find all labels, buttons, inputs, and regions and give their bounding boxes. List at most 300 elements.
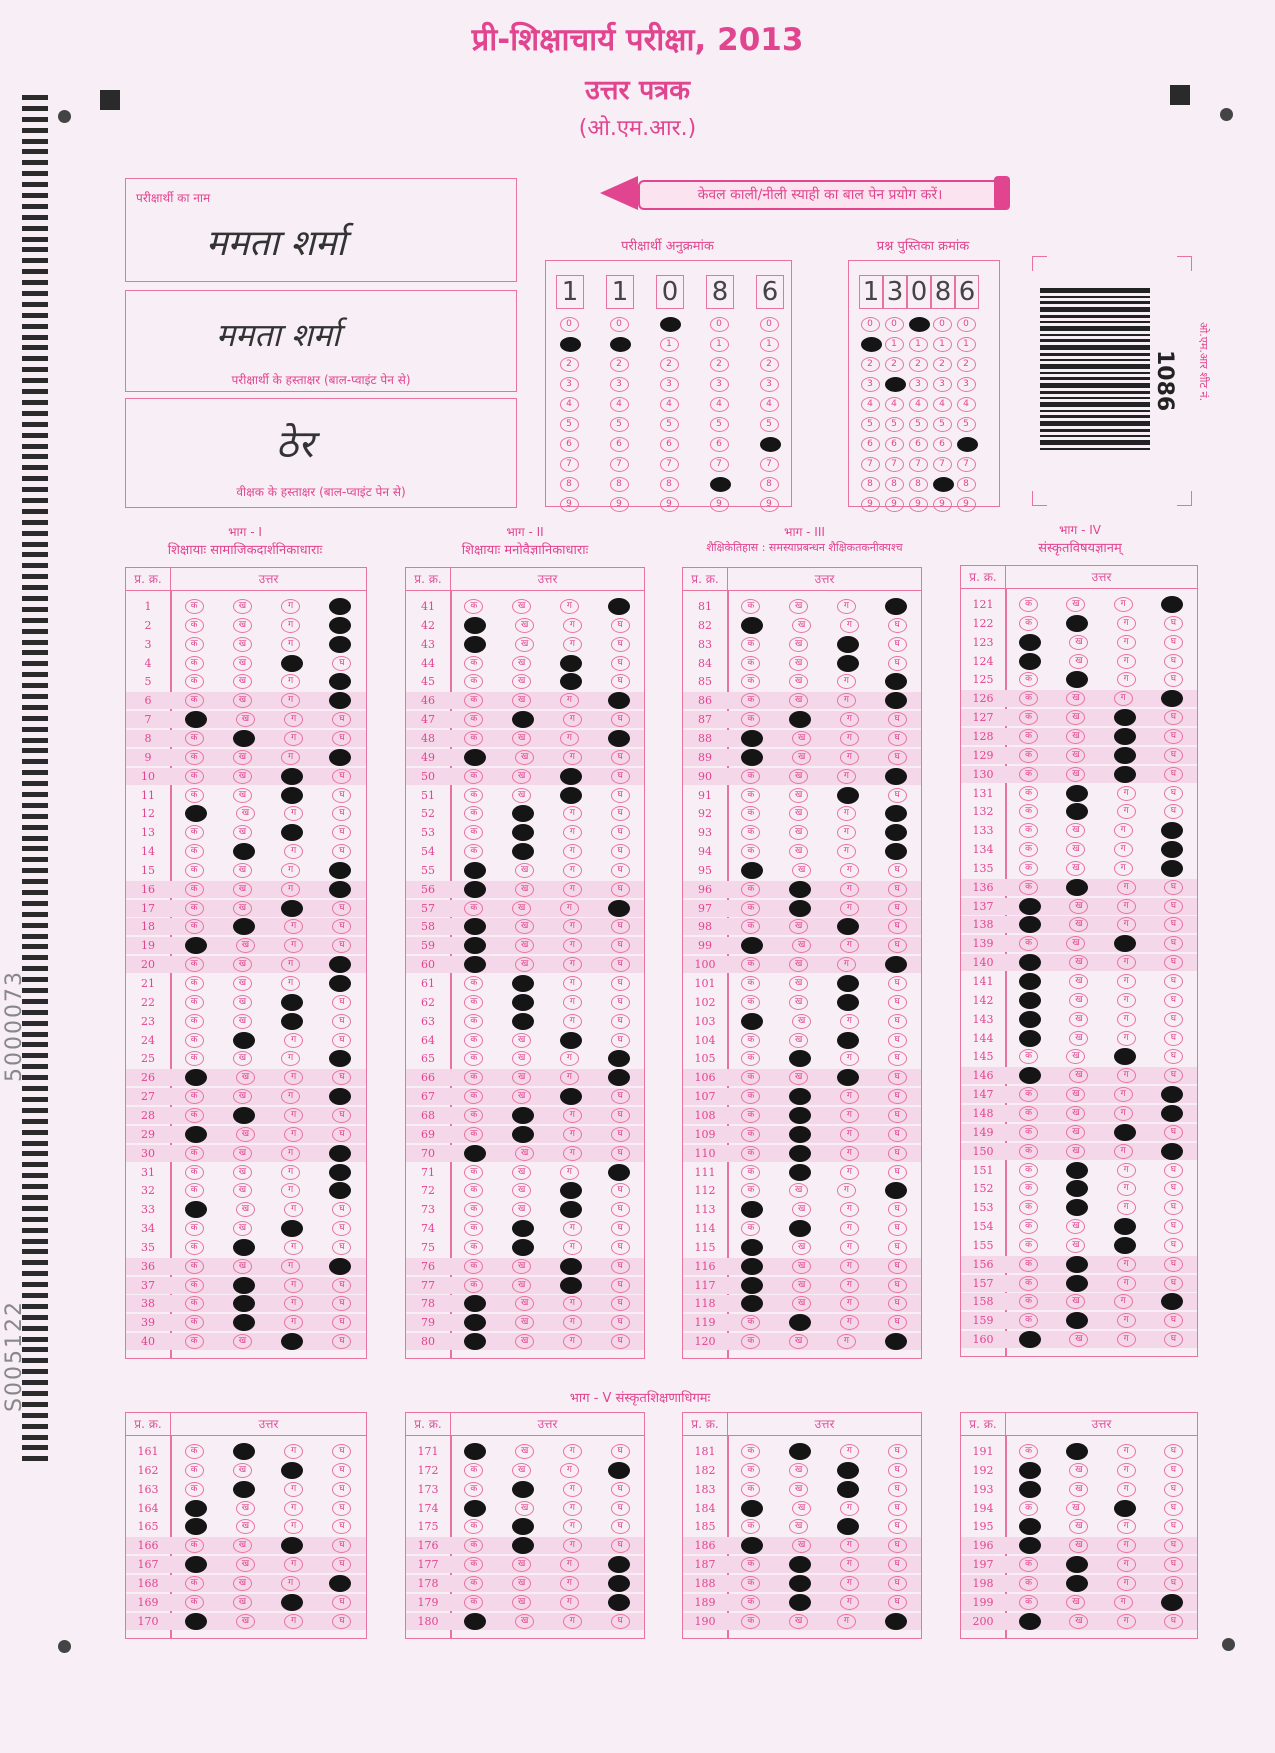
bubble[interactable]: 2 bbox=[909, 357, 928, 372]
bubble[interactable]: घ bbox=[332, 901, 351, 916]
bubble[interactable]: 5 bbox=[933, 417, 952, 432]
bubble[interactable]: ग bbox=[837, 957, 856, 972]
bubble[interactable]: क bbox=[1019, 1313, 1038, 1328]
bubble[interactable]: ग bbox=[563, 1296, 582, 1311]
bubble[interactable]: घ bbox=[888, 750, 907, 765]
bubble[interactable]: ग bbox=[1114, 1106, 1133, 1121]
filled-bubble[interactable] bbox=[1019, 1613, 1041, 1630]
filled-bubble[interactable] bbox=[837, 787, 859, 804]
bubble[interactable]: घ bbox=[888, 1089, 907, 1104]
bubble[interactable]: क bbox=[741, 1334, 760, 1349]
filled-bubble[interactable] bbox=[789, 1145, 811, 1162]
filled-bubble[interactable] bbox=[464, 1333, 486, 1350]
bubble[interactable]: ग bbox=[560, 599, 579, 614]
filled-bubble[interactable] bbox=[560, 768, 582, 785]
bubble[interactable]: क bbox=[185, 901, 204, 916]
bubble[interactable]: घ bbox=[1164, 1200, 1183, 1215]
bubble[interactable]: ग bbox=[284, 1614, 303, 1629]
filled-bubble[interactable] bbox=[233, 1107, 255, 1124]
bubble[interactable]: ख bbox=[789, 919, 808, 934]
bubble[interactable]: ग bbox=[840, 1315, 859, 1330]
bubble[interactable]: क bbox=[741, 1614, 760, 1629]
bubble[interactable]: ग bbox=[840, 1538, 859, 1553]
bubble[interactable]: क bbox=[1019, 1181, 1038, 1196]
filled-bubble[interactable] bbox=[1114, 1500, 1136, 1517]
filled-bubble[interactable] bbox=[329, 1050, 351, 1067]
bubble[interactable]: ख bbox=[515, 750, 534, 765]
bubble[interactable]: क bbox=[741, 1146, 760, 1161]
bubble[interactable]: घ bbox=[1164, 1463, 1183, 1478]
bubble[interactable]: 4 bbox=[610, 397, 629, 412]
filled-bubble[interactable] bbox=[233, 843, 255, 860]
bubble[interactable]: घ bbox=[611, 1278, 630, 1293]
bubble[interactable]: 3 bbox=[660, 377, 679, 392]
filled-bubble[interactable] bbox=[789, 1556, 811, 1573]
bubble[interactable]: ख bbox=[236, 1070, 255, 1085]
filled-bubble[interactable] bbox=[909, 317, 930, 332]
bubble[interactable]: घ bbox=[888, 1259, 907, 1274]
bubble[interactable]: घ bbox=[1164, 1238, 1183, 1253]
bubble[interactable]: 3 bbox=[760, 377, 779, 392]
bubble[interactable]: क bbox=[185, 1278, 204, 1293]
bubble[interactable]: क bbox=[741, 1315, 760, 1330]
bubble[interactable]: 4 bbox=[957, 397, 976, 412]
bubble[interactable]: ख bbox=[512, 693, 531, 708]
bubble[interactable]: घ bbox=[888, 1278, 907, 1293]
bubble[interactable]: क bbox=[185, 1165, 204, 1180]
bubble[interactable]: ग bbox=[281, 976, 300, 991]
filled-bubble[interactable] bbox=[1114, 1048, 1136, 1065]
bubble[interactable]: 9 bbox=[933, 497, 952, 512]
bubble[interactable]: 9 bbox=[957, 497, 976, 512]
bubble[interactable]: ग bbox=[563, 1240, 582, 1255]
bubble[interactable]: ग bbox=[1117, 804, 1136, 819]
filled-bubble[interactable] bbox=[560, 1032, 582, 1049]
bubble[interactable]: घ bbox=[1164, 1614, 1183, 1629]
filled-bubble[interactable] bbox=[741, 862, 763, 879]
bubble[interactable]: क bbox=[464, 1519, 483, 1534]
bubble[interactable]: 3 bbox=[933, 377, 952, 392]
bubble[interactable]: ग bbox=[284, 1278, 303, 1293]
filled-bubble[interactable] bbox=[885, 1333, 907, 1350]
filled-bubble[interactable] bbox=[837, 1518, 859, 1535]
filled-bubble[interactable] bbox=[1019, 1518, 1041, 1535]
bubble[interactable]: ग bbox=[563, 1614, 582, 1629]
filled-bubble[interactable] bbox=[464, 1145, 486, 1162]
bubble[interactable]: ग bbox=[281, 1165, 300, 1180]
bubble[interactable]: 6 bbox=[885, 437, 904, 452]
bubble[interactable]: ख bbox=[512, 599, 531, 614]
bubble[interactable]: 8 bbox=[610, 477, 629, 492]
bubble[interactable]: ग bbox=[284, 806, 303, 821]
bubble[interactable]: ग bbox=[284, 712, 303, 727]
filled-bubble[interactable] bbox=[789, 881, 811, 898]
bubble[interactable]: क bbox=[185, 1146, 204, 1161]
bubble[interactable]: घ bbox=[888, 1595, 907, 1610]
bubble[interactable]: क bbox=[464, 806, 483, 821]
bubble[interactable]: ग bbox=[1114, 691, 1133, 706]
bubble[interactable]: क bbox=[741, 1482, 760, 1497]
bubble[interactable]: क bbox=[185, 1259, 204, 1274]
bubble[interactable]: घ bbox=[332, 1240, 351, 1255]
bubble[interactable]: ग bbox=[563, 1127, 582, 1142]
bubble[interactable]: क bbox=[464, 1240, 483, 1255]
bubble[interactable]: 3 bbox=[710, 377, 729, 392]
bubble[interactable]: क bbox=[1019, 1049, 1038, 1064]
bubble[interactable]: ख bbox=[792, 938, 811, 953]
bubble[interactable]: 1 bbox=[933, 337, 952, 352]
bubble[interactable]: क bbox=[464, 1033, 483, 1048]
bubble[interactable]: ग bbox=[563, 712, 582, 727]
bubble[interactable]: घ bbox=[1164, 1557, 1183, 1572]
bubble[interactable]: ग bbox=[1117, 1031, 1136, 1046]
filled-bubble[interactable] bbox=[608, 1050, 630, 1067]
filled-bubble[interactable] bbox=[464, 617, 486, 634]
bubble[interactable]: ग bbox=[837, 806, 856, 821]
bubble[interactable]: ख bbox=[236, 712, 255, 727]
bubble[interactable]: घ bbox=[611, 1240, 630, 1255]
filled-bubble[interactable] bbox=[512, 1107, 534, 1124]
bubble[interactable]: ग bbox=[560, 901, 579, 916]
bubble[interactable]: क bbox=[464, 901, 483, 916]
bubble[interactable]: ग bbox=[1117, 899, 1136, 914]
bubble[interactable]: घ bbox=[1164, 748, 1183, 763]
bubble[interactable]: घ bbox=[1164, 899, 1183, 914]
bubble[interactable]: घ bbox=[611, 1614, 630, 1629]
bubble[interactable]: क bbox=[464, 1089, 483, 1104]
bubble[interactable]: 4 bbox=[885, 397, 904, 412]
bubble[interactable]: घ bbox=[332, 806, 351, 821]
filled-bubble[interactable] bbox=[512, 1220, 534, 1237]
bubble[interactable]: 6 bbox=[710, 437, 729, 452]
filled-bubble[interactable] bbox=[957, 437, 978, 452]
bubble[interactable]: क bbox=[185, 769, 204, 784]
bubble[interactable]: 1 bbox=[760, 337, 779, 352]
filled-bubble[interactable] bbox=[885, 673, 907, 690]
bubble[interactable]: क bbox=[741, 1070, 760, 1085]
bubble[interactable]: घ bbox=[1164, 955, 1183, 970]
bubble[interactable]: क bbox=[464, 1014, 483, 1029]
bubble[interactable]: क bbox=[185, 750, 204, 765]
bubble[interactable]: घ bbox=[1164, 729, 1183, 744]
filled-bubble[interactable] bbox=[512, 843, 534, 860]
bubble[interactable]: क bbox=[464, 1557, 483, 1572]
bubble[interactable]: घ bbox=[332, 1108, 351, 1123]
bubble[interactable]: घ bbox=[1164, 1482, 1183, 1497]
bubble[interactable]: ख bbox=[789, 1519, 808, 1534]
bubble[interactable]: क bbox=[741, 693, 760, 708]
filled-bubble[interactable] bbox=[1114, 1237, 1136, 1254]
bubble[interactable]: घ bbox=[888, 1538, 907, 1553]
filled-bubble[interactable] bbox=[512, 975, 534, 992]
bubble[interactable]: घ bbox=[1164, 1125, 1183, 1140]
filled-bubble[interactable] bbox=[1066, 803, 1088, 820]
bubble[interactable]: ग bbox=[563, 863, 582, 878]
bubble[interactable]: ख bbox=[233, 825, 252, 840]
bubble[interactable]: घ bbox=[888, 712, 907, 727]
bubble[interactable]: ख bbox=[1066, 1595, 1085, 1610]
bubble[interactable]: घ bbox=[332, 712, 351, 727]
bubble[interactable]: घ bbox=[332, 1519, 351, 1534]
bubble[interactable]: घ bbox=[611, 656, 630, 671]
bubble[interactable]: ख bbox=[515, 1296, 534, 1311]
filled-bubble[interactable] bbox=[560, 337, 581, 352]
bubble[interactable]: ग bbox=[840, 1595, 859, 1610]
bubble[interactable]: घ bbox=[332, 1014, 351, 1029]
bubble[interactable]: घ bbox=[611, 750, 630, 765]
bubble[interactable]: घ bbox=[1164, 1163, 1183, 1178]
bubble[interactable]: 5 bbox=[885, 417, 904, 432]
bubble[interactable]: घ bbox=[1164, 672, 1183, 687]
bubble[interactable]: क bbox=[1019, 1501, 1038, 1516]
bubble[interactable]: ख bbox=[236, 1501, 255, 1516]
bubble[interactable]: ग bbox=[840, 1259, 859, 1274]
bubble[interactable]: क bbox=[1019, 1144, 1038, 1159]
bubble[interactable]: ग bbox=[1117, 654, 1136, 669]
bubble[interactable]: ख bbox=[1069, 974, 1088, 989]
bubble[interactable]: घ bbox=[332, 731, 351, 746]
bubble[interactable]: घ bbox=[332, 1315, 351, 1330]
bubble[interactable]: 6 bbox=[610, 437, 629, 452]
bubble[interactable]: ख bbox=[515, 919, 534, 934]
bubble[interactable]: ख bbox=[515, 637, 534, 652]
bubble[interactable]: 7 bbox=[660, 457, 679, 472]
bubble[interactable]: ख bbox=[233, 1538, 252, 1553]
bubble[interactable]: ग bbox=[284, 1501, 303, 1516]
filled-bubble[interactable] bbox=[329, 617, 351, 634]
bubble[interactable]: घ bbox=[611, 976, 630, 991]
bubble[interactable]: ख bbox=[789, 806, 808, 821]
filled-bubble[interactable] bbox=[560, 673, 582, 690]
bubble[interactable]: घ bbox=[611, 1183, 630, 1198]
bubble[interactable]: घ bbox=[888, 1501, 907, 1516]
bubble[interactable]: ग bbox=[840, 1202, 859, 1217]
filled-bubble[interactable] bbox=[1019, 973, 1041, 990]
filled-bubble[interactable] bbox=[1066, 1275, 1088, 1292]
bubble[interactable]: घ bbox=[611, 1089, 630, 1104]
filled-bubble[interactable] bbox=[233, 1443, 255, 1460]
bubble[interactable]: घ bbox=[611, 618, 630, 633]
bubble[interactable]: ग bbox=[284, 1482, 303, 1497]
bubble[interactable]: घ bbox=[888, 1240, 907, 1255]
bubble[interactable]: ख bbox=[1066, 1501, 1085, 1516]
bubble[interactable]: घ bbox=[888, 1127, 907, 1142]
bubble[interactable]: क bbox=[464, 1278, 483, 1293]
bubble[interactable]: घ bbox=[1164, 1313, 1183, 1328]
filled-bubble[interactable] bbox=[861, 337, 882, 352]
bubble[interactable]: घ bbox=[611, 1334, 630, 1349]
bubble[interactable]: क bbox=[741, 1089, 760, 1104]
bubble[interactable]: क bbox=[1019, 597, 1038, 612]
bubble[interactable]: ग bbox=[1117, 974, 1136, 989]
bubble[interactable]: ग bbox=[281, 1146, 300, 1161]
bubble[interactable]: घ bbox=[888, 938, 907, 953]
filled-bubble[interactable] bbox=[281, 768, 303, 785]
filled-bubble[interactable] bbox=[281, 1594, 303, 1611]
bubble[interactable]: ग bbox=[1117, 1012, 1136, 1027]
bubble[interactable]: क bbox=[1019, 1276, 1038, 1291]
filled-bubble[interactable] bbox=[560, 655, 582, 672]
bubble[interactable]: ख bbox=[789, 1463, 808, 1478]
bubble[interactable]: क bbox=[1019, 1125, 1038, 1140]
bubble[interactable]: ख bbox=[233, 769, 252, 784]
bubble[interactable]: ग bbox=[1114, 1144, 1133, 1159]
filled-bubble[interactable] bbox=[789, 1126, 811, 1143]
bubble[interactable]: घ bbox=[332, 1334, 351, 1349]
bubble[interactable]: क bbox=[185, 1463, 204, 1478]
filled-bubble[interactable] bbox=[1114, 709, 1136, 726]
bubble[interactable]: ख bbox=[1066, 1087, 1085, 1102]
bubble[interactable]: 9 bbox=[760, 497, 779, 512]
filled-bubble[interactable] bbox=[789, 1314, 811, 1331]
bubble[interactable]: घ bbox=[1164, 654, 1183, 669]
bubble[interactable]: ख bbox=[236, 1202, 255, 1217]
bubble[interactable]: ग bbox=[560, 1070, 579, 1085]
bubble[interactable]: ख bbox=[1069, 993, 1088, 1008]
bubble[interactable]: घ bbox=[888, 656, 907, 671]
bubble[interactable]: ग bbox=[560, 693, 579, 708]
bubble[interactable]: घ bbox=[888, 1444, 907, 1459]
bubble[interactable]: ग bbox=[281, 750, 300, 765]
bubble[interactable]: क bbox=[185, 825, 204, 840]
filled-bubble[interactable] bbox=[281, 1220, 303, 1237]
bubble[interactable]: क bbox=[185, 1296, 204, 1311]
filled-bubble[interactable] bbox=[281, 1333, 303, 1350]
bubble[interactable]: क bbox=[1019, 1444, 1038, 1459]
bubble[interactable]: क bbox=[1019, 880, 1038, 895]
bubble[interactable]: क bbox=[464, 731, 483, 746]
bubble[interactable]: घ bbox=[1164, 616, 1183, 631]
bubble[interactable]: ख bbox=[512, 1033, 531, 1048]
bubble[interactable]: 3 bbox=[560, 377, 579, 392]
bubble[interactable]: क bbox=[464, 1576, 483, 1591]
bubble[interactable]: घ bbox=[611, 674, 630, 689]
bubble[interactable]: घ bbox=[332, 919, 351, 934]
bubble[interactable]: ख bbox=[1066, 823, 1085, 838]
bubble[interactable]: क bbox=[741, 1463, 760, 1478]
bubble[interactable]: 5 bbox=[957, 417, 976, 432]
filled-bubble[interactable] bbox=[1066, 1443, 1088, 1460]
bubble[interactable]: ख bbox=[512, 1165, 531, 1180]
bubble[interactable]: ख bbox=[236, 1614, 255, 1629]
bubble[interactable]: घ bbox=[888, 901, 907, 916]
bubble[interactable]: ख bbox=[233, 1576, 252, 1591]
bubble[interactable]: क bbox=[464, 599, 483, 614]
filled-bubble[interactable] bbox=[1066, 615, 1088, 632]
bubble[interactable]: ग bbox=[563, 1482, 582, 1497]
bubble[interactable]: घ bbox=[888, 1463, 907, 1478]
bubble[interactable]: ख bbox=[1066, 1144, 1085, 1159]
bubble[interactable]: घ bbox=[611, 1127, 630, 1142]
bubble[interactable]: 7 bbox=[861, 457, 880, 472]
filled-bubble[interactable] bbox=[608, 598, 630, 615]
bubble[interactable]: क bbox=[185, 1183, 204, 1198]
filled-bubble[interactable] bbox=[1066, 1575, 1088, 1592]
bubble[interactable]: घ bbox=[332, 825, 351, 840]
filled-bubble[interactable] bbox=[789, 1220, 811, 1237]
bubble[interactable]: ख bbox=[512, 1557, 531, 1572]
bubble[interactable]: घ bbox=[888, 1146, 907, 1161]
bubble[interactable]: ग bbox=[837, 674, 856, 689]
bubble[interactable]: ग bbox=[1117, 1163, 1136, 1178]
bubble[interactable]: ग bbox=[840, 1576, 859, 1591]
bubble[interactable]: क bbox=[741, 1165, 760, 1180]
bubble[interactable]: ग bbox=[560, 731, 579, 746]
filled-bubble[interactable] bbox=[185, 1556, 207, 1573]
bubble[interactable]: क bbox=[1019, 804, 1038, 819]
filled-bubble[interactable] bbox=[837, 636, 859, 653]
filled-bubble[interactable] bbox=[464, 881, 486, 898]
bubble[interactable]: क bbox=[185, 863, 204, 878]
bubble[interactable]: ग bbox=[284, 1033, 303, 1048]
bubble[interactable]: ख bbox=[789, 1070, 808, 1085]
bubble[interactable]: क bbox=[185, 693, 204, 708]
filled-bubble[interactable] bbox=[1019, 1331, 1041, 1348]
bubble[interactable]: क bbox=[741, 919, 760, 934]
bubble[interactable]: ग bbox=[1117, 1200, 1136, 1215]
filled-bubble[interactable] bbox=[464, 749, 486, 766]
filled-bubble[interactable] bbox=[741, 1277, 763, 1294]
bubble[interactable]: ख bbox=[792, 1202, 811, 1217]
bubble[interactable]: ग bbox=[840, 750, 859, 765]
bubble[interactable]: ख bbox=[236, 938, 255, 953]
filled-bubble[interactable] bbox=[789, 1594, 811, 1611]
bubble[interactable]: घ bbox=[611, 1538, 630, 1553]
bubble[interactable]: घ bbox=[332, 1501, 351, 1516]
filled-bubble[interactable] bbox=[512, 711, 534, 728]
filled-bubble[interactable] bbox=[789, 1443, 811, 1460]
bubble[interactable]: क bbox=[1019, 710, 1038, 725]
bubble[interactable]: ग bbox=[563, 1538, 582, 1553]
bubble[interactable]: क bbox=[464, 825, 483, 840]
filled-bubble[interactable] bbox=[1161, 822, 1183, 839]
bubble[interactable]: क bbox=[741, 1557, 760, 1572]
bubble[interactable]: 4 bbox=[909, 397, 928, 412]
bubble[interactable]: 0 bbox=[861, 317, 880, 332]
filled-bubble[interactable] bbox=[281, 655, 303, 672]
bubble[interactable]: क bbox=[464, 1221, 483, 1236]
bubble[interactable]: घ bbox=[888, 1014, 907, 1029]
filled-bubble[interactable] bbox=[560, 1201, 582, 1218]
bubble[interactable]: 1 bbox=[660, 337, 679, 352]
bubble[interactable]: ख bbox=[512, 1463, 531, 1478]
filled-bubble[interactable] bbox=[233, 1314, 255, 1331]
filled-bubble[interactable] bbox=[233, 918, 255, 935]
bubble[interactable]: 8 bbox=[560, 477, 579, 492]
bubble[interactable]: घ bbox=[611, 825, 630, 840]
bubble[interactable]: घ bbox=[332, 1070, 351, 1085]
bubble[interactable]: घ bbox=[888, 919, 907, 934]
bubble[interactable]: घ bbox=[611, 1202, 630, 1217]
bubble[interactable]: क bbox=[185, 637, 204, 652]
bubble[interactable]: घ bbox=[888, 1315, 907, 1330]
filled-bubble[interactable] bbox=[608, 730, 630, 747]
bubble[interactable]: 3 bbox=[957, 377, 976, 392]
filled-bubble[interactable] bbox=[1114, 935, 1136, 952]
filled-bubble[interactable] bbox=[185, 1613, 207, 1630]
bubble[interactable]: ख bbox=[792, 863, 811, 878]
bubble[interactable]: घ bbox=[888, 1070, 907, 1085]
bubble[interactable]: ग bbox=[1114, 842, 1133, 857]
filled-bubble[interactable] bbox=[464, 1314, 486, 1331]
filled-bubble[interactable] bbox=[329, 881, 351, 898]
bubble[interactable]: घ bbox=[888, 1296, 907, 1311]
bubble[interactable]: ख bbox=[789, 1482, 808, 1497]
bubble[interactable]: ख bbox=[789, 1183, 808, 1198]
bubble[interactable]: 8 bbox=[660, 477, 679, 492]
bubble[interactable]: क bbox=[1019, 1595, 1038, 1610]
bubble[interactable]: घ bbox=[1164, 936, 1183, 951]
